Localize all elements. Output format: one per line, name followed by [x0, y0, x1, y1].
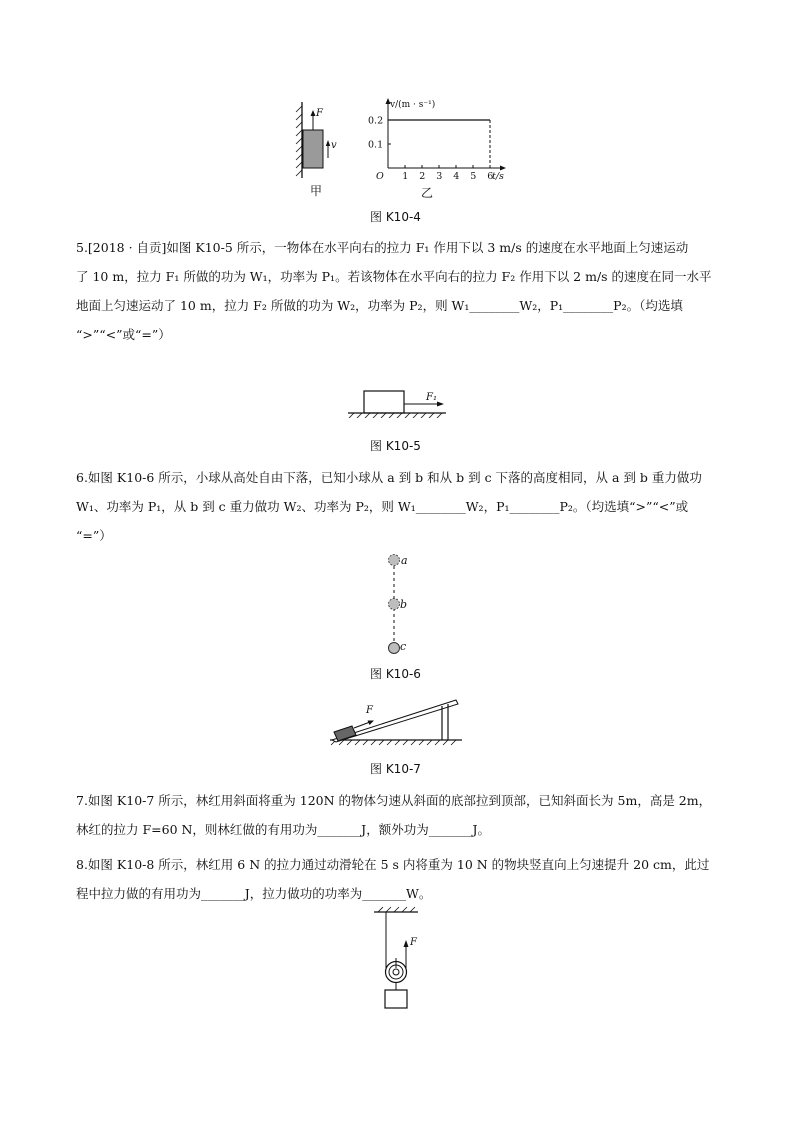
q5-line-4: “>”“<”或“=”） — [76, 327, 171, 342]
ball-b — [389, 599, 400, 610]
force-label: F — [410, 937, 417, 948]
point-a-label: a — [401, 554, 408, 567]
q6-line-1: 6.如图 K10-6 所示，小球从高处自由下落，已知小球从 a 到 b 和从 b 到 c 下落的高度相同，从 a 到 b 重力做功 — [76, 470, 702, 485]
force-label: F₁ — [426, 392, 437, 403]
figure-caption: 图 K10-5 — [370, 439, 421, 453]
q8-line-1: 8.如图 K10-8 所示，林红用 6 N 的拉力通过动滑轮在 5 s 内将重为 10 N 的物块竖直向上匀速提升 20 cm，此过 — [76, 857, 710, 872]
q6-line-3: “=”） — [76, 528, 112, 543]
velocity-label: v — [331, 140, 337, 151]
block — [334, 726, 356, 741]
figure-k10-7 — [326, 694, 468, 748]
figure-k10-5 — [346, 386, 456, 418]
point-c-label: c — [400, 640, 407, 653]
block — [303, 130, 323, 168]
ball-c — [389, 643, 400, 654]
label-jia: 甲 — [310, 184, 323, 198]
x-tick-label: 1 — [402, 171, 409, 182]
question-6 — [76, 463, 726, 550]
q7-line-1: 7.如图 K10-7 所示，林红用斜面将重为 120N 的物体匀速从斜面的底部拉到顶部，已知斜面长为 5m，高是 2m， — [76, 793, 712, 808]
force-label: F — [366, 705, 373, 716]
ball-a — [389, 555, 400, 566]
x-tick-label: 6 — [487, 171, 494, 182]
q5-line-2: 了 10 m，拉力 F₁ 所做的功为 W₁，功率为 P₁。若该物体在水平向右的拉力 F₂ 作用下以 2 m/s 的速度在同一水平 — [76, 269, 712, 284]
figure-caption: 图 K10-7 — [370, 762, 421, 776]
q5-line-1: 5.[2018 · 自贡]如图 K10-5 所示，一物体在水平向右的拉力 F₁ 作用下以 3 m/s 的速度在水平地面上匀速运动 — [76, 240, 689, 255]
figure-k10-6 — [384, 552, 414, 656]
vt-chart — [366, 96, 506, 188]
origin-label: O — [376, 171, 384, 182]
y-tick-label: 0.1 — [368, 139, 384, 151]
block — [385, 990, 407, 1008]
y-tick-label: 0.2 — [368, 115, 384, 127]
y-axis-label: v/(m · s⁻¹) — [390, 100, 436, 110]
question-7 — [76, 786, 726, 844]
question-8 — [76, 850, 726, 908]
x-tick-label: 2 — [419, 171, 426, 182]
label-yi: 乙 — [421, 186, 434, 200]
figure-k10-8 — [370, 906, 430, 1012]
figure-caption: 图 K10-6 — [370, 667, 421, 681]
x-tick-label: 4 — [453, 171, 460, 182]
x-tick-label: 5 — [470, 171, 477, 182]
question-5 — [76, 233, 726, 349]
q5-line-3: 地面上匀速运动了 10 m，拉力 F₂ 所做的功为 W₂，功率为 P₂，则 W₁________W₂，P₁________P₂。（均选填 — [76, 298, 683, 313]
x-axis-label: t/s — [492, 171, 504, 182]
figure-caption: 图 K10-4 — [370, 210, 421, 224]
q7-line-2: 林红的拉力 F=60 N，则林红做的有用功为_______J，额外功为_______J。 — [76, 822, 490, 837]
q6-line-2: W₁、功率为 P₁，从 b 到 c 重力做功 W₂、功率为 P₂，则 W₁________W₂，P₁________P₂。（均选填“>”“<”或 — [76, 499, 689, 514]
q8-line-2: 程中拉力做的有用功为_______J，拉力做功的功率为_______W。 — [76, 886, 432, 901]
force-label: F — [316, 108, 323, 119]
block — [364, 391, 404, 413]
point-b-label: b — [400, 598, 408, 611]
x-axis-arrow — [500, 166, 506, 171]
x-tick-label: 3 — [436, 171, 443, 182]
